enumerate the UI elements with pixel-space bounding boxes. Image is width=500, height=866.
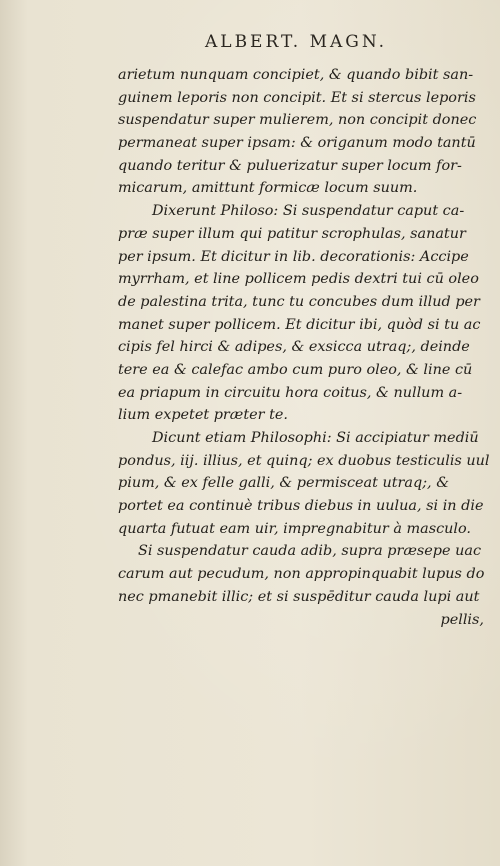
text-line: carum aut pecudum, non appropinquabit lupus do [118, 566, 485, 583]
text-line: permaneat super ipsam: & origanum modo tantū [118, 135, 476, 152]
paragraph-start-line: Dixerunt Philoso: Si suspendatur caput ca- [152, 203, 465, 220]
text-line: manet super pollicem. Et dicitur ibi, quòd si tu ac [118, 316, 481, 333]
catchword: pellis, [440, 611, 484, 628]
text-line: quarta futuat eam uir, impregnabitur à masculo. [118, 520, 472, 537]
text-line: pium, & ex felle galli, & permisceat utraq;, & [118, 475, 450, 492]
text-line: myrrham, et line pollicem pedis dextri tui cū oleo [118, 271, 479, 288]
text-line: guinem leporis non concipit. Et si stercus leporis [118, 89, 476, 106]
running-head: ALBERT. MAGN. [205, 32, 388, 52]
body-text [118, 64, 490, 631]
text-line: quando teritur & puluerizatur super locum for- [118, 157, 462, 174]
text-line: de palestina trita, tunc tu concubes dum illud per [118, 293, 480, 310]
paragraph-start-line: Dicunt etiam Philosophi: Si accipiatur mediū [152, 430, 479, 446]
text-line: per ipsum. Et dicitur in lib. decorationis: Accipe [118, 248, 469, 265]
text-line: lium expetet præter te. [118, 407, 288, 424]
text-line: tere ea & calefac ambo cum puro oleo, & line cū [118, 361, 473, 378]
text-line: ea priapum in circuitu hora coitus, & nullum a- [118, 384, 463, 401]
text-line: arietum nunquam concipiet, & quando bibit san- [118, 67, 474, 83]
text-line: nec pmanebit illic; et si suspēditur cauda lupi aut [118, 588, 480, 605]
text-line: præ super illum qui patitur scrophulas, sanatur [118, 225, 466, 242]
text-line: portet ea continuè tribus diebus in uulua, si in die [118, 498, 484, 515]
text-line: micarum, amittunt formicæ locum suum. [118, 180, 418, 197]
text-line: pondus, iij. illius, et quinq; ex duobus testiculis uul [118, 452, 490, 469]
text-line: cipis fel hirci & adipes, & exsicca utraq;, deinde [118, 339, 470, 356]
paragraph-start-line: Si suspendatur cauda adib, supra præsepe uac [138, 543, 482, 560]
text-line: suspendatur super mulierem, non concipit donec [118, 112, 477, 129]
